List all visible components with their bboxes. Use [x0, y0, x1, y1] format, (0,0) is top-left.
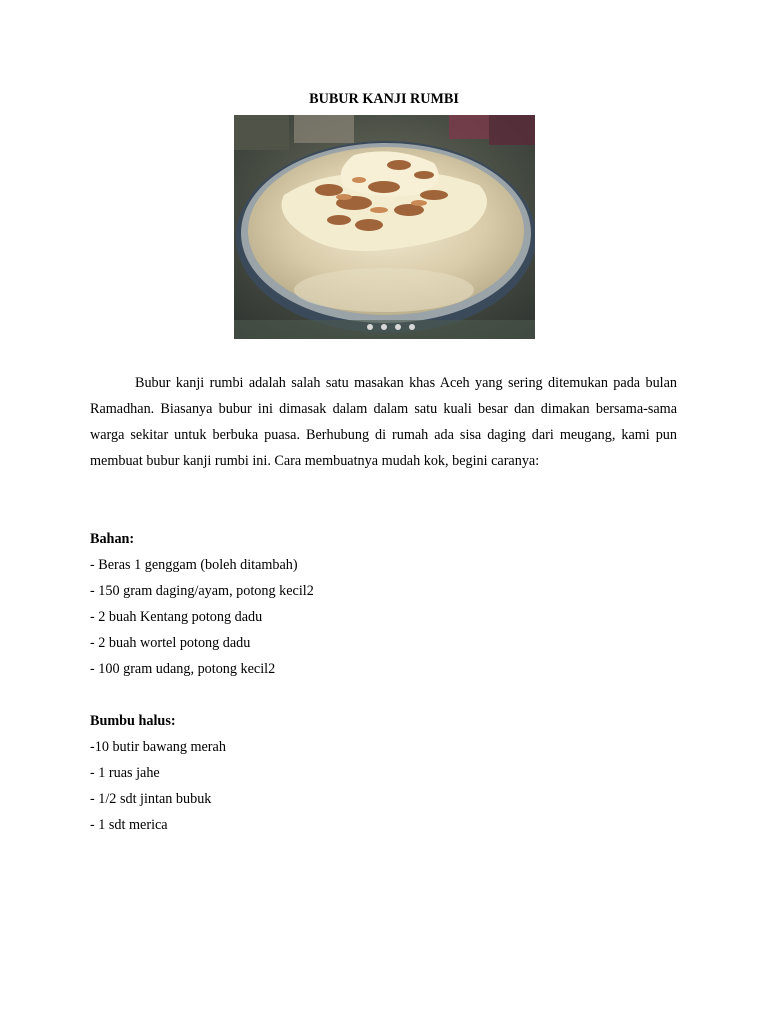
list-item: - 2 buah wortel potong dadu	[90, 635, 251, 651]
list-item: - 150 gram daging/ayam, potong kecil2	[90, 583, 314, 599]
bahan-section	[90, 526, 677, 682]
bumbu-section	[90, 708, 677, 838]
list-item: - 1/2 sdt jintan bubuk	[90, 791, 212, 807]
porridge-photo	[234, 115, 535, 339]
list-item: - 100 gram udang, potong kecil2	[90, 661, 276, 677]
list-item: - Beras 1 genggam (boleh ditambah)	[90, 557, 298, 573]
bahan-list	[90, 552, 677, 682]
list-item: - 2 buah Kentang potong dadu	[90, 609, 263, 625]
list-item: -10 butir bawang merah	[90, 739, 226, 755]
bumbu-heading: Bumbu halus:	[90, 713, 176, 729]
intro-paragraph: Bubur kanji rumbi adalah salah satu masakan khas Aceh yang sering ditemukan pada bulan Ramadhan. Biasanya bubur ini dimasak dalam dalam satu kuali besar dan dimakan bersama-sama warga sekitar untuk berbuka puasa. Berhubung di rumah ada sisa daging dari meugang, kami pun membuat bubur kanji rumbi ini. Cara membuatnya mudah kok, begini caranya:	[90, 375, 677, 469]
list-item: - 1 ruas jahe	[90, 765, 160, 781]
bumbu-list	[90, 734, 677, 838]
bahan-heading: Bahan:	[90, 531, 135, 547]
list-item: - 1 sdt merica	[90, 817, 168, 833]
page-title: BUBUR KANJI RUMBI	[309, 91, 459, 107]
